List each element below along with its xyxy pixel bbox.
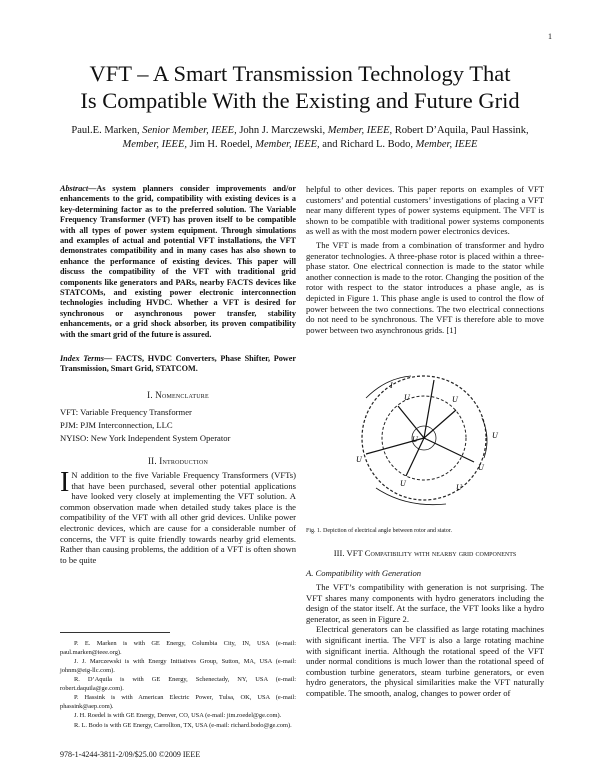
right-paragraph-2-wrap <box>306 240 544 335</box>
author-2: John J. Marczewski, <box>239 125 326 136</box>
paper-title <box>40 60 560 114</box>
figure-label: I <box>390 381 393 390</box>
footnote: J. H. Roedel is with GE Energy, Denver, CO, USA (e-mail: jim.roedel@ge.com). <box>74 712 282 719</box>
author-1: Paul.E. Marken, <box>71 125 140 136</box>
figure-label: U <box>356 455 362 464</box>
index-terms <box>60 354 296 375</box>
figure-label: U <box>412 435 418 444</box>
rotor-stator-diagram <box>306 358 544 518</box>
figure-label: U <box>452 395 458 404</box>
rotor-vector <box>398 406 424 438</box>
footnote: P. E. Marken is with GE Energy, Columbia City, IN, USA (e-mail: paul.marken@ieee.org). <box>60 640 296 656</box>
generation-section-body <box>306 582 544 699</box>
page-number: 1 <box>548 32 552 41</box>
abstract-lead: Abstract <box>60 184 89 193</box>
generation-paragraph-2: Electrical generators can be classified as large rotating machines with significant inertia. The VFT is also a large rotating machine with significant inertia. Although the rotational speed of the VFT under normal conditions is much lower than the rotational speed of combustion turbine generators, steam turbine generators, or even hydro generators, the physical similarities make the VFT naturally compatible. The smooth, analog, changes to power order of <box>306 624 544 698</box>
title-line-2: Is Compatible With the Existing and Future Grid <box>80 88 520 113</box>
nomenclature-item: VFT: Variable Frequency Transformer <box>60 407 192 417</box>
author-list <box>70 124 530 152</box>
author-4-role: Member, IEEE, <box>255 139 320 150</box>
stator-vector <box>424 438 474 462</box>
section-heading-nomenclature: I. Nomenclature <box>147 390 209 400</box>
section-heading-introduction: II. Introduction <box>147 456 209 466</box>
drop-cap: I <box>60 467 70 498</box>
author-3: Robert D’Aquila, Paul Hassink, <box>394 125 529 136</box>
figure-label: U <box>478 463 484 472</box>
figure-1 <box>306 358 544 518</box>
figure-label: U <box>456 483 462 492</box>
footnote-rule <box>60 632 170 633</box>
rotor-vector <box>424 410 456 438</box>
author-1-role: Senior Member, IEEE, <box>142 125 237 136</box>
figure-label: U <box>400 479 406 488</box>
index-terms-lead: Index Terms <box>60 354 104 363</box>
footnote: P. Hassink is with American Electric Power, Tulsa, OK, USA (e-mail: phassink@aep.com). <box>60 694 296 710</box>
right-paragraph-2: The VFT is made from a combination of transformer and hydro generator technologies. A three-phase rotor is placed within a three-phase stator. One electrical connection is made to the stator while another connection is made to the rotor. Changing the position of the rotor with respect to the stator introduces a phase angle, as is depicted in Figure 1. This phase angle is used to control the flow of power between the two connections. The two electrical connections do not need to be synchronous. The VFT is therefore able to move power between two asynchronous grids. [1] <box>306 240 544 335</box>
generation-paragraph-1: The VFT’s compatibility with generation is not surprising. The VFT shares many components with hydro generators including the design of the stator itself. At the surface, the VFT looks like a hydro generator, as seen in Figure 2. <box>306 582 544 624</box>
author-5-role: Member, IEEE <box>415 139 478 150</box>
nomenclature-item: PJM: PJM Interconnection, LLC <box>60 420 173 430</box>
flux-arc <box>376 488 446 505</box>
section-heading-compatibility: III. VFT Compatibility with nearby grid components <box>333 548 517 558</box>
title-line-1: VFT – A Smart Transmission Technology That <box>89 61 511 86</box>
introduction-text: N addition to the five Variable Frequency Transformers (VFTs) that have been purchased, several other potential applications have looked very closely at implementing the VFT solution. A common observation made when detailed study takes place is the compatibility of the VFT with all other grid devices. Unlike power electronic devices, which are cause for a considerable number of concerns, the VFT is quite friendly towards nearby grid elements. Rather than causing problems, the addition of a VFT is often shown to be quite <box>60 470 296 565</box>
author-5: and Richard L. Bodo, <box>322 139 413 150</box>
author-3-role: Member, IEEE, <box>122 139 187 150</box>
author-2-role: Member, IEEE, <box>327 125 393 136</box>
figure-caption: Fig. 1. Depiction of electrical angle between rotor and stator. <box>306 528 452 534</box>
right-paragraph-1: helpful to other devices. This paper reports on examples of VFT customers’ and potential customers’ investigations of placing a VFT near many different types of power systems equipment. The VFT is shown to be compatible with traditional power systems components as well as with the most modern power electronics devices. <box>306 184 544 237</box>
nomenclature-list <box>60 406 296 445</box>
footnote: J. J. Marczewski is with Energy Initiatives Group, Sutton, MA, USA (e-mail: johnm@eig-llc.com). <box>60 658 296 674</box>
footnotes <box>60 640 296 731</box>
index-terms-text: — FACTS, HVDC Converters, Phase Shifter, Power Transmission, Smart Grid, STATCOM. <box>60 354 296 374</box>
figure-label: U <box>492 431 498 440</box>
footnote: R. D’Aquila is with GE Energy, Schenectady, NY, USA (e-mail: robert.daquila@ge.com). <box>60 676 296 692</box>
footnote: R. L. Bodo is with GE Energy, Carrollton, TX, USA (e-mail: richard.bodo@ge.com). <box>74 721 292 729</box>
author-4: Jim H. Roedel, <box>189 139 253 150</box>
isbn-copyright: 978-1-4244-3811-2/09/$25.00 ©2009 IEEE <box>60 750 201 759</box>
figure-label: U <box>404 393 410 402</box>
abstract <box>60 184 296 340</box>
abstract-text: —As system planners consider improvements and/or enhancements to the grid, compatibility with existing devices is a key-determining factor as to the preferred solution. The Variable Frequency Transformer (VFT) has proven itself to be compatible with all types of power system equipment. Through simulations and examples of actual and potential VFT installations, the VFT demonstrates compatibility and in many cases has also shown to enhance the performance of existing devices. This paper will discuss the compatibility of the VFT with traditional grid components like generators and PARs, nearby FACTS devices like STATCOMs, and existing power electronic interconnection technologies including HVDC. Whether a VFT is desired for synchronous or asynchronous power transfer, stability enhancements, or a grid shock absorber, its proven compatibility with the smart grid of the future is assured. <box>60 184 296 339</box>
subsection-heading-generation: A. Compatibility with Generation <box>306 568 422 578</box>
introduction-paragraph <box>60 467 296 565</box>
nomenclature-item: NYISO: New York Independent System Operator <box>60 433 231 443</box>
